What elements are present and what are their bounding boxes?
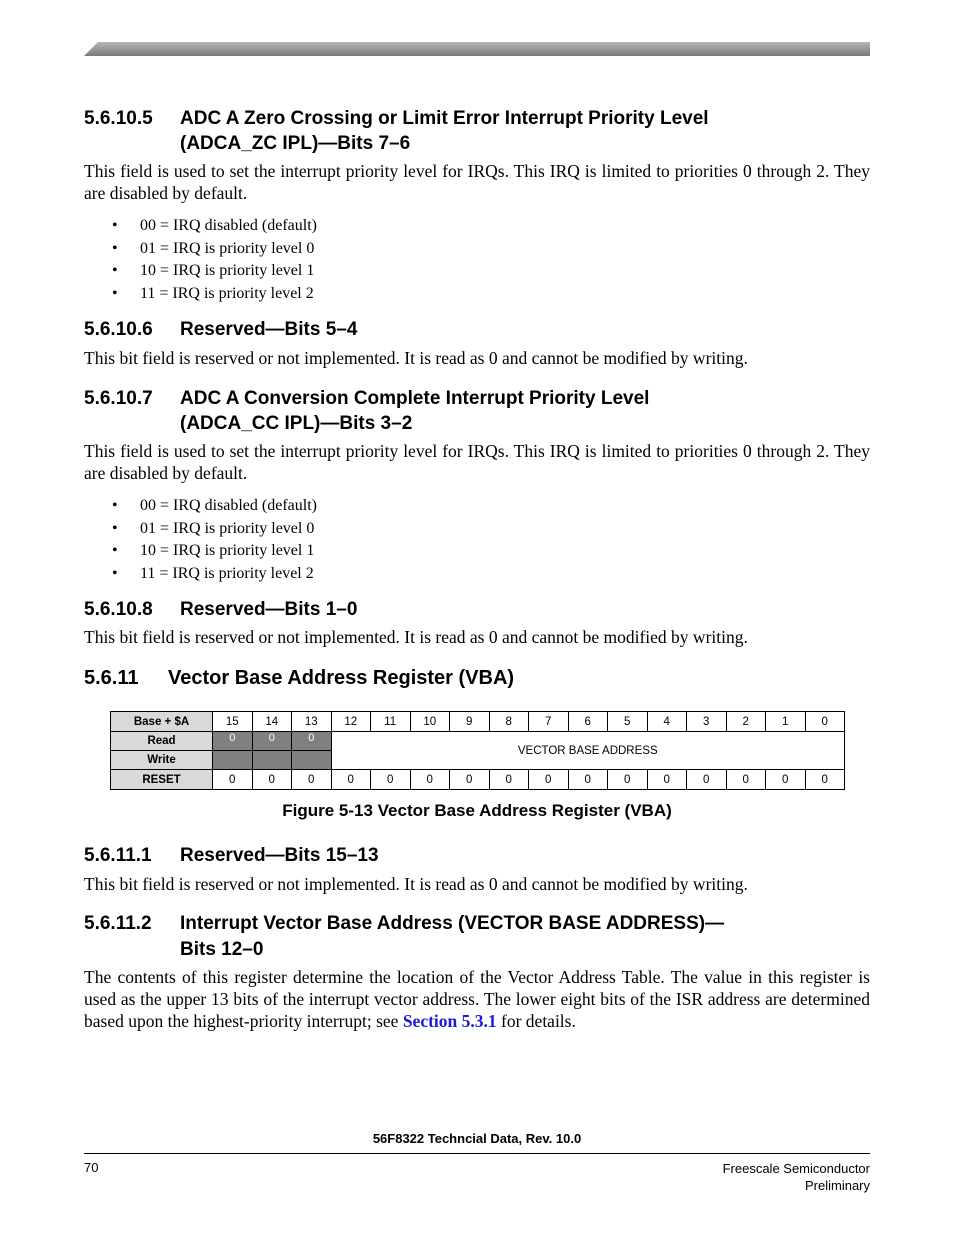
bit-number: 0 [805,712,845,732]
section-title: Reserved—Bits 1–0 [180,599,358,620]
reset-value: 0 [450,770,490,790]
row-label-read: Read [111,732,213,751]
paragraph-5-6-10-6: This bit field is reserved or not implemented. It is read as 0 and cannot be modified by writing. [84,348,748,368]
reset-value: 0 [766,770,806,790]
section-title-line1: Interrupt Vector Base Address (VECTOR BASE ADDRESS)— [180,913,725,934]
section-title: Vector Base Address Register (VBA) [168,667,515,689]
bullet-icon: • [112,217,118,234]
bullet-icon: • [112,262,118,280]
reset-value: 0 [687,770,727,790]
bit-number: 13 [292,712,332,732]
bit-number: 12 [331,712,371,732]
section-number: 5.6.10.7 [84,388,153,409]
footer-right [723,1160,870,1194]
bit-number: 7 [529,712,569,732]
bit-number: 1 [766,712,806,732]
footer-title: 56F8322 Techncial Data, Rev. 10.0 [372,1131,582,1146]
bit-number: 11 [371,712,411,732]
reserved-write-bit [292,751,332,770]
list-item: • 01 = IRQ is priority level 0 [84,238,317,261]
bit-number: 3 [687,712,727,732]
bullet-list-5-6-10-5 [84,215,317,306]
reset-value: 0 [568,770,608,790]
reset-value: 0 [213,770,253,790]
bit-number: 5 [608,712,648,732]
bullet-icon: • [112,497,118,514]
section-title-line2: (ADCA_ZC IPL)—Bits 7–6 [180,133,411,154]
section-title-line1: ADC A Zero Crossing or Limit Error Interrupt Priority Level [180,108,709,129]
bit-number: 14 [252,712,292,732]
reserved-write-bit [252,751,292,770]
reset-value: 0 [647,770,687,790]
section-title-line2: Bits 12–0 [180,939,264,960]
section-5-3-1-link[interactable]: Section 5.3.1 [402,1011,497,1031]
bit-number: 4 [647,712,687,732]
reset-value: 0 [331,770,371,790]
bit-number: 10 [410,712,450,732]
paragraph-5-6-10-5: This field is used to set the interrupt priority level for IRQs. This IRQ is limited to priorities 0 through 2. They are disabled by default. [84,161,870,203]
bullet-icon: • [112,285,118,303]
bullet-icon: • [112,239,118,257]
row-label-addr: Base + $A [111,712,213,732]
section-number: 5.6.11.1 [84,845,152,866]
reserved-read-bit: 0 [292,732,332,751]
section-number: 5.6.11 [84,667,139,689]
reserved-read-bit: 0 [213,732,253,751]
section-number: 5.6.10.6 [84,319,153,340]
section-heading-5-6-10-8 [84,597,357,622]
table-row [111,732,845,751]
table-row [111,712,845,732]
section-title: Reserved—Bits 5–4 [180,319,358,340]
vector-base-address-field: VECTOR BASE ADDRESS [331,732,845,770]
reserved-write-bit [213,751,253,770]
section-heading-5-6-10-6 [84,317,357,342]
page-number: 70 [84,1160,99,1175]
list-item: • 00 = IRQ disabled (default) [84,215,317,238]
reset-value: 0 [489,770,529,790]
section-number: 5.6.10.8 [84,599,153,620]
section-title-line1: ADC A Conversion Complete Interrupt Priority Level [180,388,650,409]
reset-value: 0 [410,770,450,790]
reset-value: 0 [292,770,332,790]
bullet-icon: • [112,542,118,560]
section-heading-5-6-10-5 [84,106,709,154]
reset-value: 0 [529,770,569,790]
company-name: Freescale Semiconductor [722,1161,870,1176]
bit-number: 9 [450,712,490,732]
bullet-icon: • [112,519,118,537]
paragraph-5-6-10-8: This bit field is reserved or not implemented. It is read as 0 and cannot be modified by writing. [84,627,748,647]
bit-number: 6 [568,712,608,732]
section-heading-5-6-11-2 [84,911,725,960]
reset-value: 0 [608,770,648,790]
paragraph-5-6-10-7: This field is used to set the interrupt priority level for IRQs. This IRQ is limited to priorities 0 through 2. They are disabled by default. [84,441,870,483]
header-bar [84,42,870,56]
row-label-write: Write [111,751,213,770]
list-item: • 01 = IRQ is priority level 0 [84,518,317,541]
bullet-icon: • [112,565,118,583]
reset-value: 0 [371,770,411,790]
figure-caption: Figure 5-13 Vector Base Address Register (VBA) [282,801,672,820]
reset-value: 0 [805,770,845,790]
section-heading-5-6-11 [84,666,514,691]
section-number: 5.6.10.5 [84,108,153,129]
register-table [110,711,845,790]
section-title-line2: (ADCA_CC IPL)—Bits 3–2 [180,413,413,434]
section-number: 5.6.11.2 [84,913,152,934]
row-label-reset: RESET [111,770,213,790]
section-title: Reserved—Bits 15–13 [180,845,379,866]
document-status: Preliminary [804,1178,870,1193]
table-row [111,770,845,790]
paragraph-5-6-11-1: This bit field is reserved or not implemented. It is read as 0 and cannot be modified by writing. [84,874,748,894]
section-heading-5-6-10-7 [84,386,650,434]
bullet-list-5-6-10-7 [84,495,317,586]
bit-number: 2 [726,712,766,732]
footer-divider [84,1153,870,1154]
paragraph-5-6-11-2: The contents of this register determine the location of the Vector Address Table. The value in this register is used as the upper 13 bits of the interrupt vector address. The lower eight bits of the ISR address are determined based upon the highest-priority interrupt; see Section 5.3.1 for details. [84,967,870,1031]
list-item: • 11 = IRQ is priority level 2 [84,563,317,586]
list-item: • 11 = IRQ is priority level 2 [84,283,317,306]
bit-number: 15 [213,712,253,732]
list-item: • 00 = IRQ disabled (default) [84,495,317,518]
section-heading-5-6-11-1 [84,843,379,868]
bit-number: 8 [489,712,529,732]
reserved-read-bit: 0 [252,732,292,751]
reset-value: 0 [726,770,766,790]
list-item: • 10 = IRQ is priority level 1 [84,260,317,283]
list-item: • 10 = IRQ is priority level 1 [84,540,317,563]
reset-value: 0 [252,770,292,790]
